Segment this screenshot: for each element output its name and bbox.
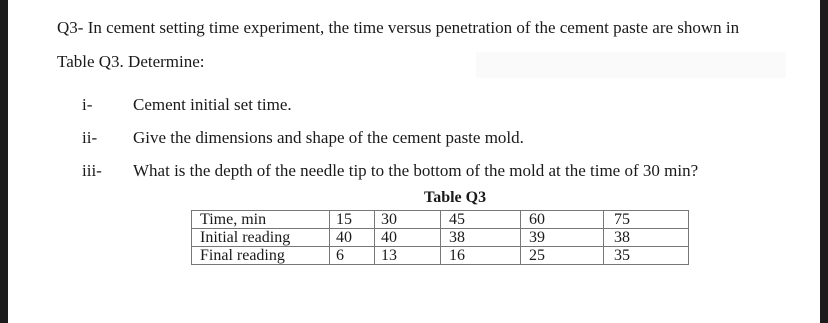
table-cell: 6 [330, 247, 375, 265]
table-cell: 16 [441, 247, 521, 265]
table-cell: 40 [330, 229, 375, 247]
table-cell: 39 [521, 229, 604, 247]
table-cell: 60 [521, 211, 604, 229]
table-cell: 25 [521, 247, 604, 265]
table-row [192, 211, 689, 229]
table-title: Table Q3 [424, 189, 487, 206]
faint-highlight [476, 52, 786, 78]
table-cell: 15 [330, 211, 375, 229]
table-cell: 35 [604, 247, 689, 265]
item-number-3: iii- [82, 161, 102, 180]
question-line-1: Q3- In cement setting time experiment, the time versus penetration of the cement paste are shown in [57, 18, 740, 37]
row-label: Final reading [192, 247, 330, 265]
table-cell: 13 [375, 247, 441, 265]
table-row [192, 247, 689, 265]
table-row [192, 229, 689, 247]
table-cell: 40 [375, 229, 441, 247]
left-border-bar [0, 0, 8, 323]
row-label: Initial reading [192, 229, 330, 247]
table-cell: 38 [604, 229, 689, 247]
question-line-2: Table Q3. Determine: [57, 52, 205, 71]
item-text-2: Give the dimensions and shape of the cement paste mold. [133, 128, 524, 147]
table-cell: 75 [604, 211, 689, 229]
table-cell: 30 [375, 211, 441, 229]
table-cell: 45 [441, 211, 521, 229]
item-number-1: i- [82, 95, 93, 114]
right-border-bar [820, 0, 828, 323]
table-cell: 38 [441, 229, 521, 247]
item-text-3: What is the depth of the needle tip to the bottom of the mold at the time of 30 min? [133, 161, 699, 180]
item-text-1: Cement initial set time. [133, 95, 292, 114]
row-label: Time, min [192, 211, 330, 229]
data-table [191, 210, 689, 265]
item-number-2: ii- [82, 128, 98, 147]
